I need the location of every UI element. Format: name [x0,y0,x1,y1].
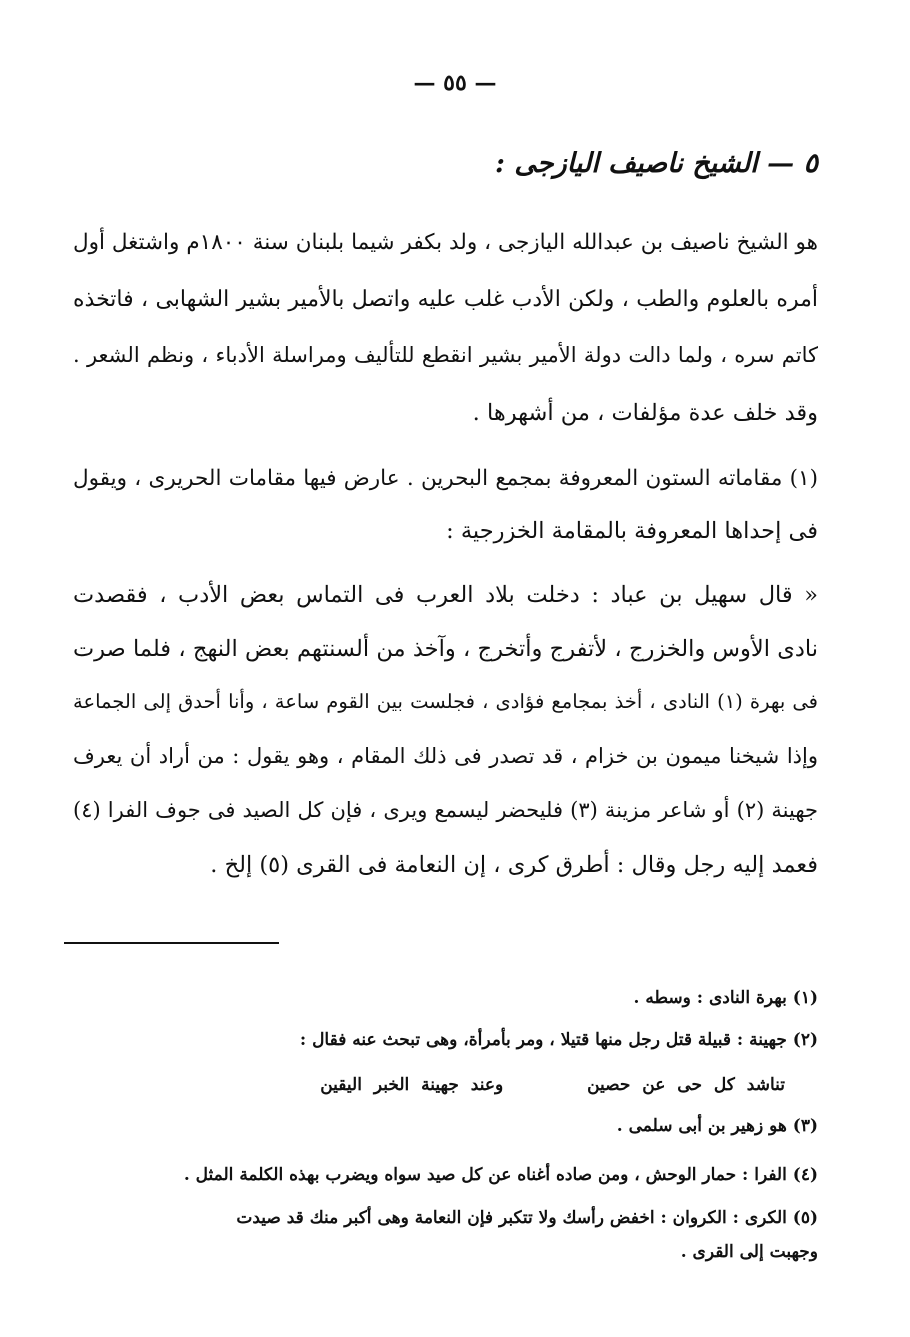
footnote-verse [320,1075,785,1095]
quoted-line: نادى الأوس والخزرج ، لأتفرج وأتخرج ، وآخذ من ألسنتهم بعض النهج ، فلما صرت [73,636,818,662]
quoted-line: وإذا شيخنا ميمون بن خزام ، قد تصدر فى ذلك المقام ، وهو يقول : من أراد أن يعرف [73,744,818,768]
footnote-4: (٤) الفرا : حمار الوحش ، ومن صاده أغناه عن كل صيد سواه ويضرب بهذه الكلمة المثل . [183,1165,818,1185]
body-line: وقد خلف عدة مؤلفات ، من أشهرها . [472,400,818,426]
footnote-5-continued: وجهبت إلى القرى . [680,1242,818,1262]
quoted-line: « قال سهيل بن عباد : دخلت بلاد العرب فى التماس بعض الأدب ، فقصدت [73,582,818,608]
body-line: أمره بالعلوم والطب ، ولكن الأدب غلب عليه واتصل بالأمير بشير الشهابى ، فاتخذه [73,287,818,312]
footnote-3: (٣) هو زهير بن أبى سلمى . [616,1116,818,1136]
page-number: — ٥٥ — [413,70,497,96]
footnote-1: (١) بهرة النادى : وسطه . [633,988,818,1008]
footnote-2: (٢) جهينة : قبيلة قتل رجل منها قتيلا ، ومر بأمرأة، وهى تبحث عنه فقال : [299,1030,818,1050]
body-line: كاتم سره ، ولما دالت دولة الأمير بشير انقطع للتأليف ومراسلة الأدباء ، ونظم الشعر . [73,343,818,367]
quoted-line: فى بهرة (١) النادى ، أخذ بمجامع فؤادى ، فجلست بين القوم ساعة ، وأنا أحدق إلى الجماعة [73,690,818,713]
quoted-line: فعمد إليه رجل وقال : أطرق كرى ، إن النعامة فى القرى (٥) إلخ . [210,852,818,878]
footnote-divider [64,942,279,944]
body-line: فى إحداها المعروفة بالمقامة الخزرجية : [446,518,818,544]
verse-first-hemistich: تناشد كل حى عن حصين [587,1075,785,1095]
quoted-line: جهينة (٢) أو شاعر مزينة (٣) فليحضر ليسمع ويرى ، فإن كل الصيد فى جوف الفرا (٤) [73,798,818,822]
footnote-5: (٥) الكرى : الكروان : اخفض رأسك ولا تتكبر فإن النعامة وهى أكبر منك قد صيدت [236,1208,818,1228]
verse-second-hemistich: وعند جهينة الخبر اليقين [320,1075,504,1095]
body-line: هو الشيخ ناصيف بن عبدالله اليازجى ، ولد بكفر شيما بلبنان سنة ١٨٠٠م واشتغل أول [73,230,818,255]
section-heading: ٥ — الشيخ ناصيف اليازجى : [495,148,818,179]
body-line: (١) مقاماته الستون المعروفة بمجمع البحرين . عارض فيها مقامات الحريرى ، ويقول [73,466,818,491]
